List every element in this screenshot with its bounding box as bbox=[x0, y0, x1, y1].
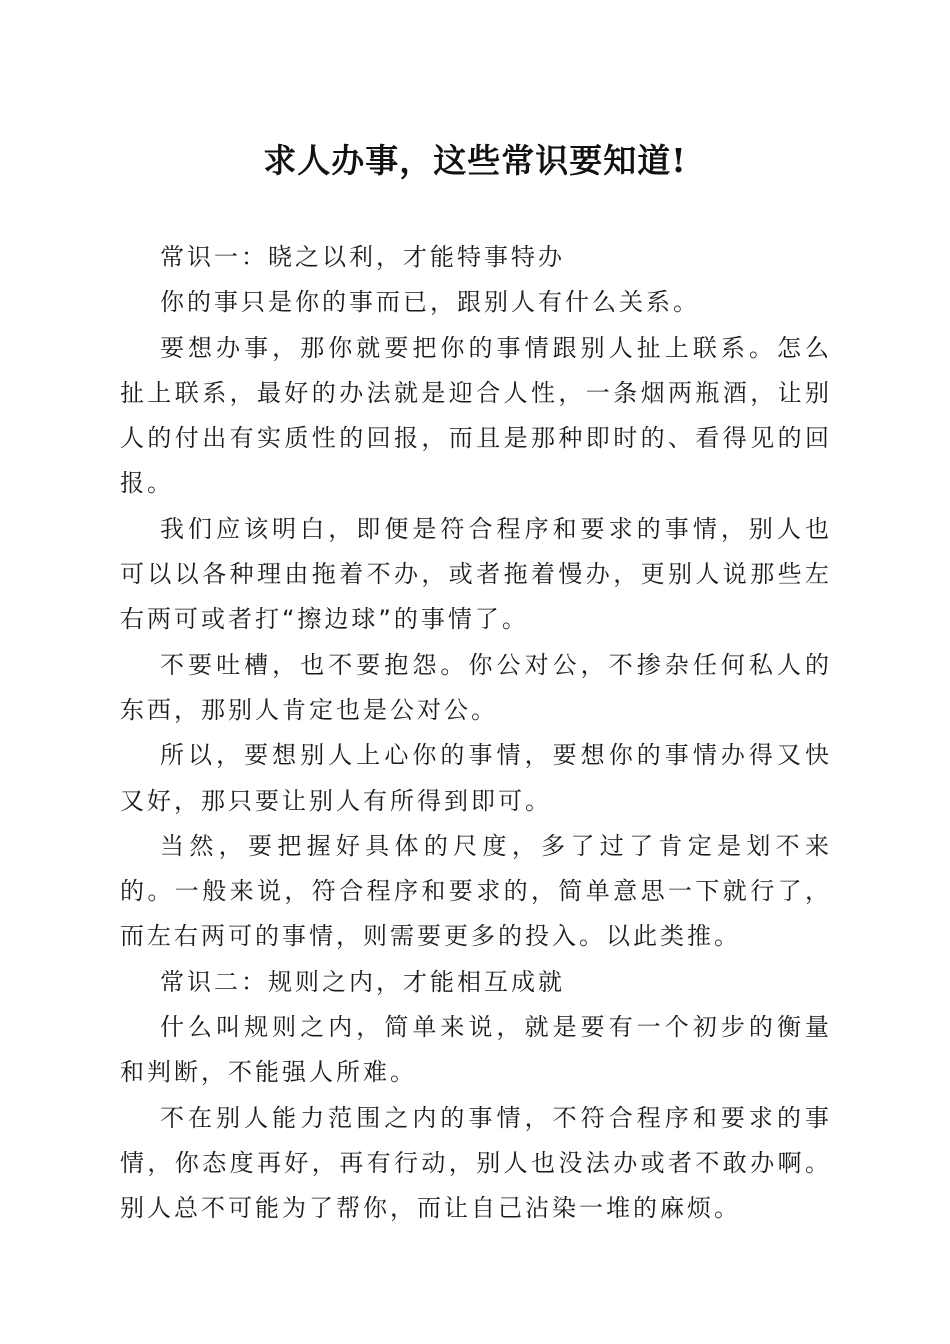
paragraph: 你的事只是你的事而已，跟别人有什么关系。 bbox=[160, 288, 700, 317]
document-body bbox=[120, 235, 832, 1232]
section-heading-2: 常识二：规则之内，才能相互成就 bbox=[160, 967, 565, 996]
paragraph: 要想办事，那你就要把你的事情跟别人扯上联系。怎么扯上联系，最好的办法就是迎合人性，一条烟两瓶酒，让别人的付出有实质性的回报，而且是那种即时的、看得见的回报。 bbox=[120, 333, 832, 498]
document-title: 求人办事，这些常识要知道! bbox=[263, 141, 687, 180]
paragraph: 我们应该明白，即便是符合程序和要求的事情，别人也可以以各种理由拖着不办，或者拖着慢办，更别人说那些左右两可或者打“擦边球”的事情了。 bbox=[120, 514, 832, 634]
paragraph: 不在别人能力范围之内的事情，不符合程序和要求的事情，你态度再好，再有行动，别人也没法办或者不敢办啊。别人总不可能为了帮你，而让自己沾染一堆的麻烦。 bbox=[120, 1103, 832, 1223]
section-heading-1: 常识一：晓之以利，才能特事特办 bbox=[160, 243, 565, 271]
paragraph: 当然，要把握好具体的尺度，多了过了肯定是划不来的。一般来说，符合程序和要求的，简单意思一下就行了，而左右两可的事情，则需要更多的投入。以此类推。 bbox=[120, 831, 832, 951]
paragraph: 所以，要想别人上心你的事情，要想你的事情办得又快又好，那只要让别人有所得到即可。 bbox=[120, 741, 832, 815]
paragraph: 什么叫规则之内，简单来说，就是要有一个初步的衡量和判断，不能强人所难。 bbox=[120, 1013, 832, 1087]
paragraph: 不要吐槽，也不要抱怨。你公对公，不掺杂任何私人的东西，那别人肯定也是公对公。 bbox=[120, 650, 832, 724]
